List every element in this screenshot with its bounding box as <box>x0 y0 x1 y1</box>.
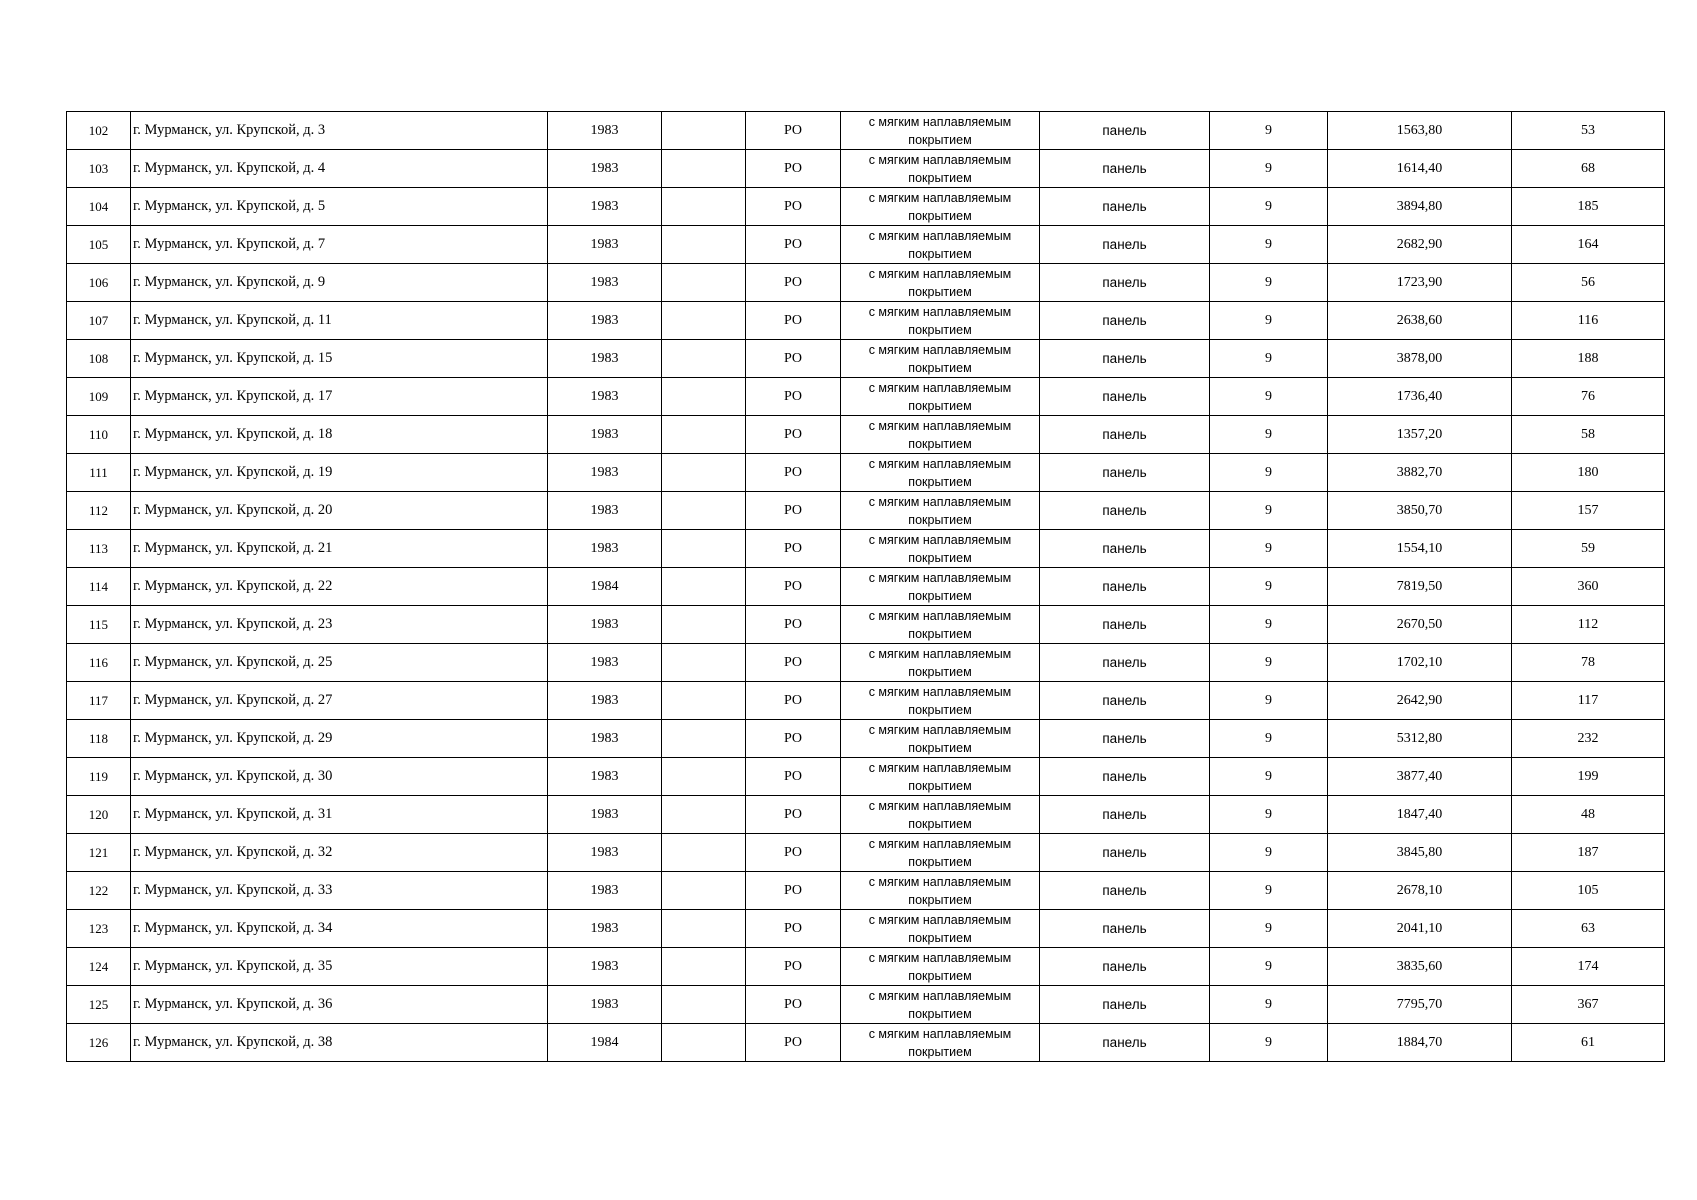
year-built-cell: 1984 <box>548 568 662 606</box>
residents-cell: 56 <box>1512 264 1665 302</box>
table-row <box>67 986 1665 1024</box>
row-number-cell: 125 <box>67 986 131 1024</box>
year-built-cell: 1983 <box>548 834 662 872</box>
table-row <box>67 910 1665 948</box>
year-built-cell: 1983 <box>548 948 662 986</box>
residents-cell: 112 <box>1512 606 1665 644</box>
roof-type-cell: с мягким наплавляемым покрытием <box>841 1024 1040 1062</box>
roof-type-cell: с мягким наплавляемым покрытием <box>841 226 1040 264</box>
empty-cell <box>662 264 746 302</box>
fund-type-cell: РО <box>746 948 841 986</box>
year-built-cell: 1983 <box>548 340 662 378</box>
wall-type-cell: панель <box>1040 264 1210 302</box>
fund-type-cell: РО <box>746 150 841 188</box>
fund-type-cell: РО <box>746 758 841 796</box>
wall-type-cell: панель <box>1040 378 1210 416</box>
year-built-cell: 1983 <box>548 986 662 1024</box>
table-row <box>67 948 1665 986</box>
area-cell: 3850,70 <box>1328 492 1512 530</box>
wall-type-cell: панель <box>1040 340 1210 378</box>
roof-type-cell: с мягким наплавляемым покрытием <box>841 568 1040 606</box>
residents-cell: 76 <box>1512 378 1665 416</box>
empty-cell <box>662 720 746 758</box>
year-built-cell: 1983 <box>548 416 662 454</box>
wall-type-cell: панель <box>1040 682 1210 720</box>
fund-type-cell: РО <box>746 378 841 416</box>
wall-type-cell: панель <box>1040 568 1210 606</box>
row-number-cell: 108 <box>67 340 131 378</box>
fund-type-cell: РО <box>746 796 841 834</box>
address-cell: г. Мурманск, ул. Крупской, д. 22 <box>131 568 548 606</box>
fund-type-cell: РО <box>746 188 841 226</box>
roof-type-cell: с мягким наплавляемым покрытием <box>841 454 1040 492</box>
address-cell: г. Мурманск, ул. Крупской, д. 23 <box>131 606 548 644</box>
area-cell: 2670,50 <box>1328 606 1512 644</box>
roof-type-cell: с мягким наплавляемым покрытием <box>841 492 1040 530</box>
address-cell: г. Мурманск, ул. Крупской, д. 36 <box>131 986 548 1024</box>
address-cell: г. Мурманск, ул. Крупской, д. 15 <box>131 340 548 378</box>
wall-type-cell: панель <box>1040 1024 1210 1062</box>
residents-cell: 180 <box>1512 454 1665 492</box>
residents-cell: 105 <box>1512 872 1665 910</box>
area-cell: 3878,00 <box>1328 340 1512 378</box>
fund-type-cell: РО <box>746 302 841 340</box>
residents-cell: 188 <box>1512 340 1665 378</box>
address-cell: г. Мурманск, ул. Крупской, д. 18 <box>131 416 548 454</box>
roof-type-cell: с мягким наплавляемым покрытием <box>841 112 1040 150</box>
roof-type-cell: с мягким наплавляемым покрытием <box>841 264 1040 302</box>
year-built-cell: 1983 <box>548 188 662 226</box>
empty-cell <box>662 1024 746 1062</box>
roof-type-cell: с мягким наплавляемым покрытием <box>841 910 1040 948</box>
roof-type-cell: с мягким наплавляемым покрытием <box>841 530 1040 568</box>
address-cell: г. Мурманск, ул. Крупской, д. 17 <box>131 378 548 416</box>
row-number-cell: 124 <box>67 948 131 986</box>
roof-type-cell: с мягким наплавляемым покрытием <box>841 416 1040 454</box>
residents-cell: 58 <box>1512 416 1665 454</box>
floors-cell: 9 <box>1210 948 1328 986</box>
year-built-cell: 1983 <box>548 720 662 758</box>
empty-cell <box>662 226 746 264</box>
empty-cell <box>662 796 746 834</box>
floors-cell: 9 <box>1210 720 1328 758</box>
wall-type-cell: панель <box>1040 720 1210 758</box>
address-cell: г. Мурманск, ул. Крупской, д. 27 <box>131 682 548 720</box>
address-cell: г. Мурманск, ул. Крупской, д. 34 <box>131 910 548 948</box>
row-number-cell: 102 <box>67 112 131 150</box>
area-cell: 3882,70 <box>1328 454 1512 492</box>
wall-type-cell: панель <box>1040 150 1210 188</box>
year-built-cell: 1983 <box>548 112 662 150</box>
floors-cell: 9 <box>1210 454 1328 492</box>
row-number-cell: 111 <box>67 454 131 492</box>
fund-type-cell: РО <box>746 226 841 264</box>
empty-cell <box>662 454 746 492</box>
table-row <box>67 378 1665 416</box>
row-number-cell: 106 <box>67 264 131 302</box>
row-number-cell: 112 <box>67 492 131 530</box>
row-number-cell: 104 <box>67 188 131 226</box>
table-row <box>67 416 1665 454</box>
wall-type-cell: панель <box>1040 872 1210 910</box>
floors-cell: 9 <box>1210 834 1328 872</box>
row-number-cell: 116 <box>67 644 131 682</box>
table-row <box>67 644 1665 682</box>
area-cell: 1554,10 <box>1328 530 1512 568</box>
floors-cell: 9 <box>1210 568 1328 606</box>
roof-type-cell: с мягким наплавляемым покрытием <box>841 682 1040 720</box>
address-cell: г. Мурманск, ул. Крупской, д. 32 <box>131 834 548 872</box>
empty-cell <box>662 834 746 872</box>
roof-type-cell: с мягким наплавляемым покрытием <box>841 150 1040 188</box>
address-cell: г. Мурманск, ул. Крупской, д. 38 <box>131 1024 548 1062</box>
empty-cell <box>662 112 746 150</box>
roof-type-cell: с мягким наплавляемым покрытием <box>841 796 1040 834</box>
area-cell: 3835,60 <box>1328 948 1512 986</box>
empty-cell <box>662 682 746 720</box>
fund-type-cell: РО <box>746 112 841 150</box>
row-number-cell: 110 <box>67 416 131 454</box>
area-cell: 2682,90 <box>1328 226 1512 264</box>
area-cell: 2041,10 <box>1328 910 1512 948</box>
table-row <box>67 530 1665 568</box>
roof-type-cell: с мягким наплавляемым покрытием <box>841 948 1040 986</box>
address-cell: г. Мурманск, ул. Крупской, д. 4 <box>131 150 548 188</box>
row-number-cell: 107 <box>67 302 131 340</box>
wall-type-cell: панель <box>1040 416 1210 454</box>
area-cell: 1614,40 <box>1328 150 1512 188</box>
floors-cell: 9 <box>1210 188 1328 226</box>
row-number-cell: 123 <box>67 910 131 948</box>
row-number-cell: 105 <box>67 226 131 264</box>
empty-cell <box>662 378 746 416</box>
floors-cell: 9 <box>1210 112 1328 150</box>
floors-cell: 9 <box>1210 530 1328 568</box>
residents-cell: 61 <box>1512 1024 1665 1062</box>
table-row <box>67 302 1665 340</box>
residents-cell: 187 <box>1512 834 1665 872</box>
fund-type-cell: РО <box>746 1024 841 1062</box>
fund-type-cell: РО <box>746 454 841 492</box>
residents-cell: 63 <box>1512 910 1665 948</box>
year-built-cell: 1983 <box>548 226 662 264</box>
address-cell: г. Мурманск, ул. Крупской, д. 31 <box>131 796 548 834</box>
residents-cell: 199 <box>1512 758 1665 796</box>
area-cell: 3845,80 <box>1328 834 1512 872</box>
floors-cell: 9 <box>1210 378 1328 416</box>
fund-type-cell: РО <box>746 416 841 454</box>
fund-type-cell: РО <box>746 492 841 530</box>
empty-cell <box>662 150 746 188</box>
address-cell: г. Мурманск, ул. Крупской, д. 20 <box>131 492 548 530</box>
roof-type-cell: с мягким наплавляемым покрытием <box>841 834 1040 872</box>
roof-type-cell: с мягким наплавляемым покрытием <box>841 606 1040 644</box>
row-number-cell: 121 <box>67 834 131 872</box>
empty-cell <box>662 340 746 378</box>
year-built-cell: 1983 <box>548 910 662 948</box>
table-row <box>67 112 1665 150</box>
residents-cell: 360 <box>1512 568 1665 606</box>
year-built-cell: 1983 <box>548 682 662 720</box>
table-body <box>67 112 1665 1062</box>
year-built-cell: 1983 <box>548 872 662 910</box>
address-cell: г. Мурманск, ул. Крупской, д. 29 <box>131 720 548 758</box>
area-cell: 1357,20 <box>1328 416 1512 454</box>
row-number-cell: 126 <box>67 1024 131 1062</box>
address-cell: г. Мурманск, ул. Крупской, д. 33 <box>131 872 548 910</box>
floors-cell: 9 <box>1210 758 1328 796</box>
wall-type-cell: панель <box>1040 454 1210 492</box>
address-cell: г. Мурманск, ул. Крупской, д. 11 <box>131 302 548 340</box>
table-row <box>67 150 1665 188</box>
year-built-cell: 1983 <box>548 378 662 416</box>
residents-cell: 68 <box>1512 150 1665 188</box>
roof-type-cell: с мягким наплавляемым покрытием <box>841 378 1040 416</box>
wall-type-cell: панель <box>1040 112 1210 150</box>
fund-type-cell: РО <box>746 834 841 872</box>
floors-cell: 9 <box>1210 264 1328 302</box>
floors-cell: 9 <box>1210 226 1328 264</box>
wall-type-cell: панель <box>1040 188 1210 226</box>
wall-type-cell: панель <box>1040 492 1210 530</box>
table-row <box>67 682 1665 720</box>
area-cell: 7819,50 <box>1328 568 1512 606</box>
floors-cell: 9 <box>1210 492 1328 530</box>
row-number-cell: 113 <box>67 530 131 568</box>
row-number-cell: 109 <box>67 378 131 416</box>
area-cell: 2638,60 <box>1328 302 1512 340</box>
year-built-cell: 1983 <box>548 796 662 834</box>
wall-type-cell: панель <box>1040 910 1210 948</box>
floors-cell: 9 <box>1210 682 1328 720</box>
table-row <box>67 264 1665 302</box>
year-built-cell: 1983 <box>548 530 662 568</box>
residents-cell: 232 <box>1512 720 1665 758</box>
residents-cell: 53 <box>1512 112 1665 150</box>
wall-type-cell: панель <box>1040 226 1210 264</box>
empty-cell <box>662 568 746 606</box>
floors-cell: 9 <box>1210 302 1328 340</box>
roof-type-cell: с мягким наплавляемым покрытием <box>841 872 1040 910</box>
wall-type-cell: панель <box>1040 644 1210 682</box>
floors-cell: 9 <box>1210 796 1328 834</box>
address-cell: г. Мурманск, ул. Крупской, д. 5 <box>131 188 548 226</box>
table-row <box>67 720 1665 758</box>
roof-type-cell: с мягким наплавляемым покрытием <box>841 758 1040 796</box>
year-built-cell: 1983 <box>548 150 662 188</box>
floors-cell: 9 <box>1210 910 1328 948</box>
empty-cell <box>662 986 746 1024</box>
floors-cell: 9 <box>1210 644 1328 682</box>
area-cell: 3877,40 <box>1328 758 1512 796</box>
table-row <box>67 1024 1665 1062</box>
year-built-cell: 1983 <box>548 492 662 530</box>
empty-cell <box>662 644 746 682</box>
row-number-cell: 122 <box>67 872 131 910</box>
area-cell: 1723,90 <box>1328 264 1512 302</box>
document-page <box>66 111 1664 1062</box>
row-number-cell: 115 <box>67 606 131 644</box>
year-built-cell: 1983 <box>548 644 662 682</box>
row-number-cell: 118 <box>67 720 131 758</box>
housing-registry-table <box>66 111 1665 1062</box>
roof-type-cell: с мягким наплавляемым покрытием <box>841 340 1040 378</box>
residents-cell: 59 <box>1512 530 1665 568</box>
year-built-cell: 1983 <box>548 758 662 796</box>
table-row <box>67 606 1665 644</box>
area-cell: 1702,10 <box>1328 644 1512 682</box>
floors-cell: 9 <box>1210 872 1328 910</box>
empty-cell <box>662 302 746 340</box>
residents-cell: 116 <box>1512 302 1665 340</box>
year-built-cell: 1984 <box>548 1024 662 1062</box>
empty-cell <box>662 416 746 454</box>
row-number-cell: 103 <box>67 150 131 188</box>
roof-type-cell: с мягким наплавляемым покрытием <box>841 986 1040 1024</box>
fund-type-cell: РО <box>746 340 841 378</box>
roof-type-cell: с мягким наплавляемым покрытием <box>841 302 1040 340</box>
area-cell: 1847,40 <box>1328 796 1512 834</box>
table-row <box>67 834 1665 872</box>
fund-type-cell: РО <box>746 606 841 644</box>
year-built-cell: 1983 <box>548 264 662 302</box>
wall-type-cell: панель <box>1040 758 1210 796</box>
wall-type-cell: панель <box>1040 948 1210 986</box>
fund-type-cell: РО <box>746 530 841 568</box>
floors-cell: 9 <box>1210 606 1328 644</box>
empty-cell <box>662 530 746 568</box>
fund-type-cell: РО <box>746 872 841 910</box>
residents-cell: 185 <box>1512 188 1665 226</box>
area-cell: 1736,40 <box>1328 378 1512 416</box>
residents-cell: 78 <box>1512 644 1665 682</box>
fund-type-cell: РО <box>746 720 841 758</box>
row-number-cell: 119 <box>67 758 131 796</box>
address-cell: г. Мурманск, ул. Крупской, д. 21 <box>131 530 548 568</box>
address-cell: г. Мурманск, ул. Крупской, д. 30 <box>131 758 548 796</box>
roof-type-cell: с мягким наплавляемым покрытием <box>841 720 1040 758</box>
wall-type-cell: панель <box>1040 606 1210 644</box>
address-cell: г. Мурманск, ул. Крупской, д. 7 <box>131 226 548 264</box>
area-cell: 5312,80 <box>1328 720 1512 758</box>
fund-type-cell: РО <box>746 682 841 720</box>
floors-cell: 9 <box>1210 986 1328 1024</box>
floors-cell: 9 <box>1210 1024 1328 1062</box>
fund-type-cell: РО <box>746 264 841 302</box>
table-row <box>67 758 1665 796</box>
roof-type-cell: с мягким наплавляемым покрытием <box>841 644 1040 682</box>
address-cell: г. Мурманск, ул. Крупской, д. 19 <box>131 454 548 492</box>
area-cell: 3894,80 <box>1328 188 1512 226</box>
empty-cell <box>662 188 746 226</box>
floors-cell: 9 <box>1210 340 1328 378</box>
area-cell: 2678,10 <box>1328 872 1512 910</box>
table-row <box>67 568 1665 606</box>
fund-type-cell: РО <box>746 568 841 606</box>
area-cell: 7795,70 <box>1328 986 1512 1024</box>
address-cell: г. Мурманск, ул. Крупской, д. 9 <box>131 264 548 302</box>
empty-cell <box>662 872 746 910</box>
address-cell: г. Мурманск, ул. Крупской, д. 3 <box>131 112 548 150</box>
empty-cell <box>662 910 746 948</box>
address-cell: г. Мурманск, ул. Крупской, д. 35 <box>131 948 548 986</box>
area-cell: 1884,70 <box>1328 1024 1512 1062</box>
residents-cell: 48 <box>1512 796 1665 834</box>
year-built-cell: 1983 <box>548 302 662 340</box>
table-row <box>67 492 1665 530</box>
address-cell: г. Мурманск, ул. Крупской, д. 25 <box>131 644 548 682</box>
residents-cell: 117 <box>1512 682 1665 720</box>
residents-cell: 157 <box>1512 492 1665 530</box>
floors-cell: 9 <box>1210 416 1328 454</box>
fund-type-cell: РО <box>746 986 841 1024</box>
year-built-cell: 1983 <box>548 606 662 644</box>
area-cell: 1563,80 <box>1328 112 1512 150</box>
fund-type-cell: РО <box>746 644 841 682</box>
table-row <box>67 226 1665 264</box>
wall-type-cell: панель <box>1040 834 1210 872</box>
wall-type-cell: панель <box>1040 796 1210 834</box>
table-row <box>67 188 1665 226</box>
empty-cell <box>662 606 746 644</box>
table-row <box>67 340 1665 378</box>
row-number-cell: 120 <box>67 796 131 834</box>
floors-cell: 9 <box>1210 150 1328 188</box>
empty-cell <box>662 758 746 796</box>
row-number-cell: 117 <box>67 682 131 720</box>
residents-cell: 174 <box>1512 948 1665 986</box>
roof-type-cell: с мягким наплавляемым покрытием <box>841 188 1040 226</box>
empty-cell <box>662 948 746 986</box>
row-number-cell: 114 <box>67 568 131 606</box>
table-row <box>67 454 1665 492</box>
wall-type-cell: панель <box>1040 986 1210 1024</box>
wall-type-cell: панель <box>1040 530 1210 568</box>
year-built-cell: 1983 <box>548 454 662 492</box>
wall-type-cell: панель <box>1040 302 1210 340</box>
table-row <box>67 872 1665 910</box>
residents-cell: 367 <box>1512 986 1665 1024</box>
empty-cell <box>662 492 746 530</box>
table-row <box>67 796 1665 834</box>
area-cell: 2642,90 <box>1328 682 1512 720</box>
fund-type-cell: РО <box>746 910 841 948</box>
residents-cell: 164 <box>1512 226 1665 264</box>
